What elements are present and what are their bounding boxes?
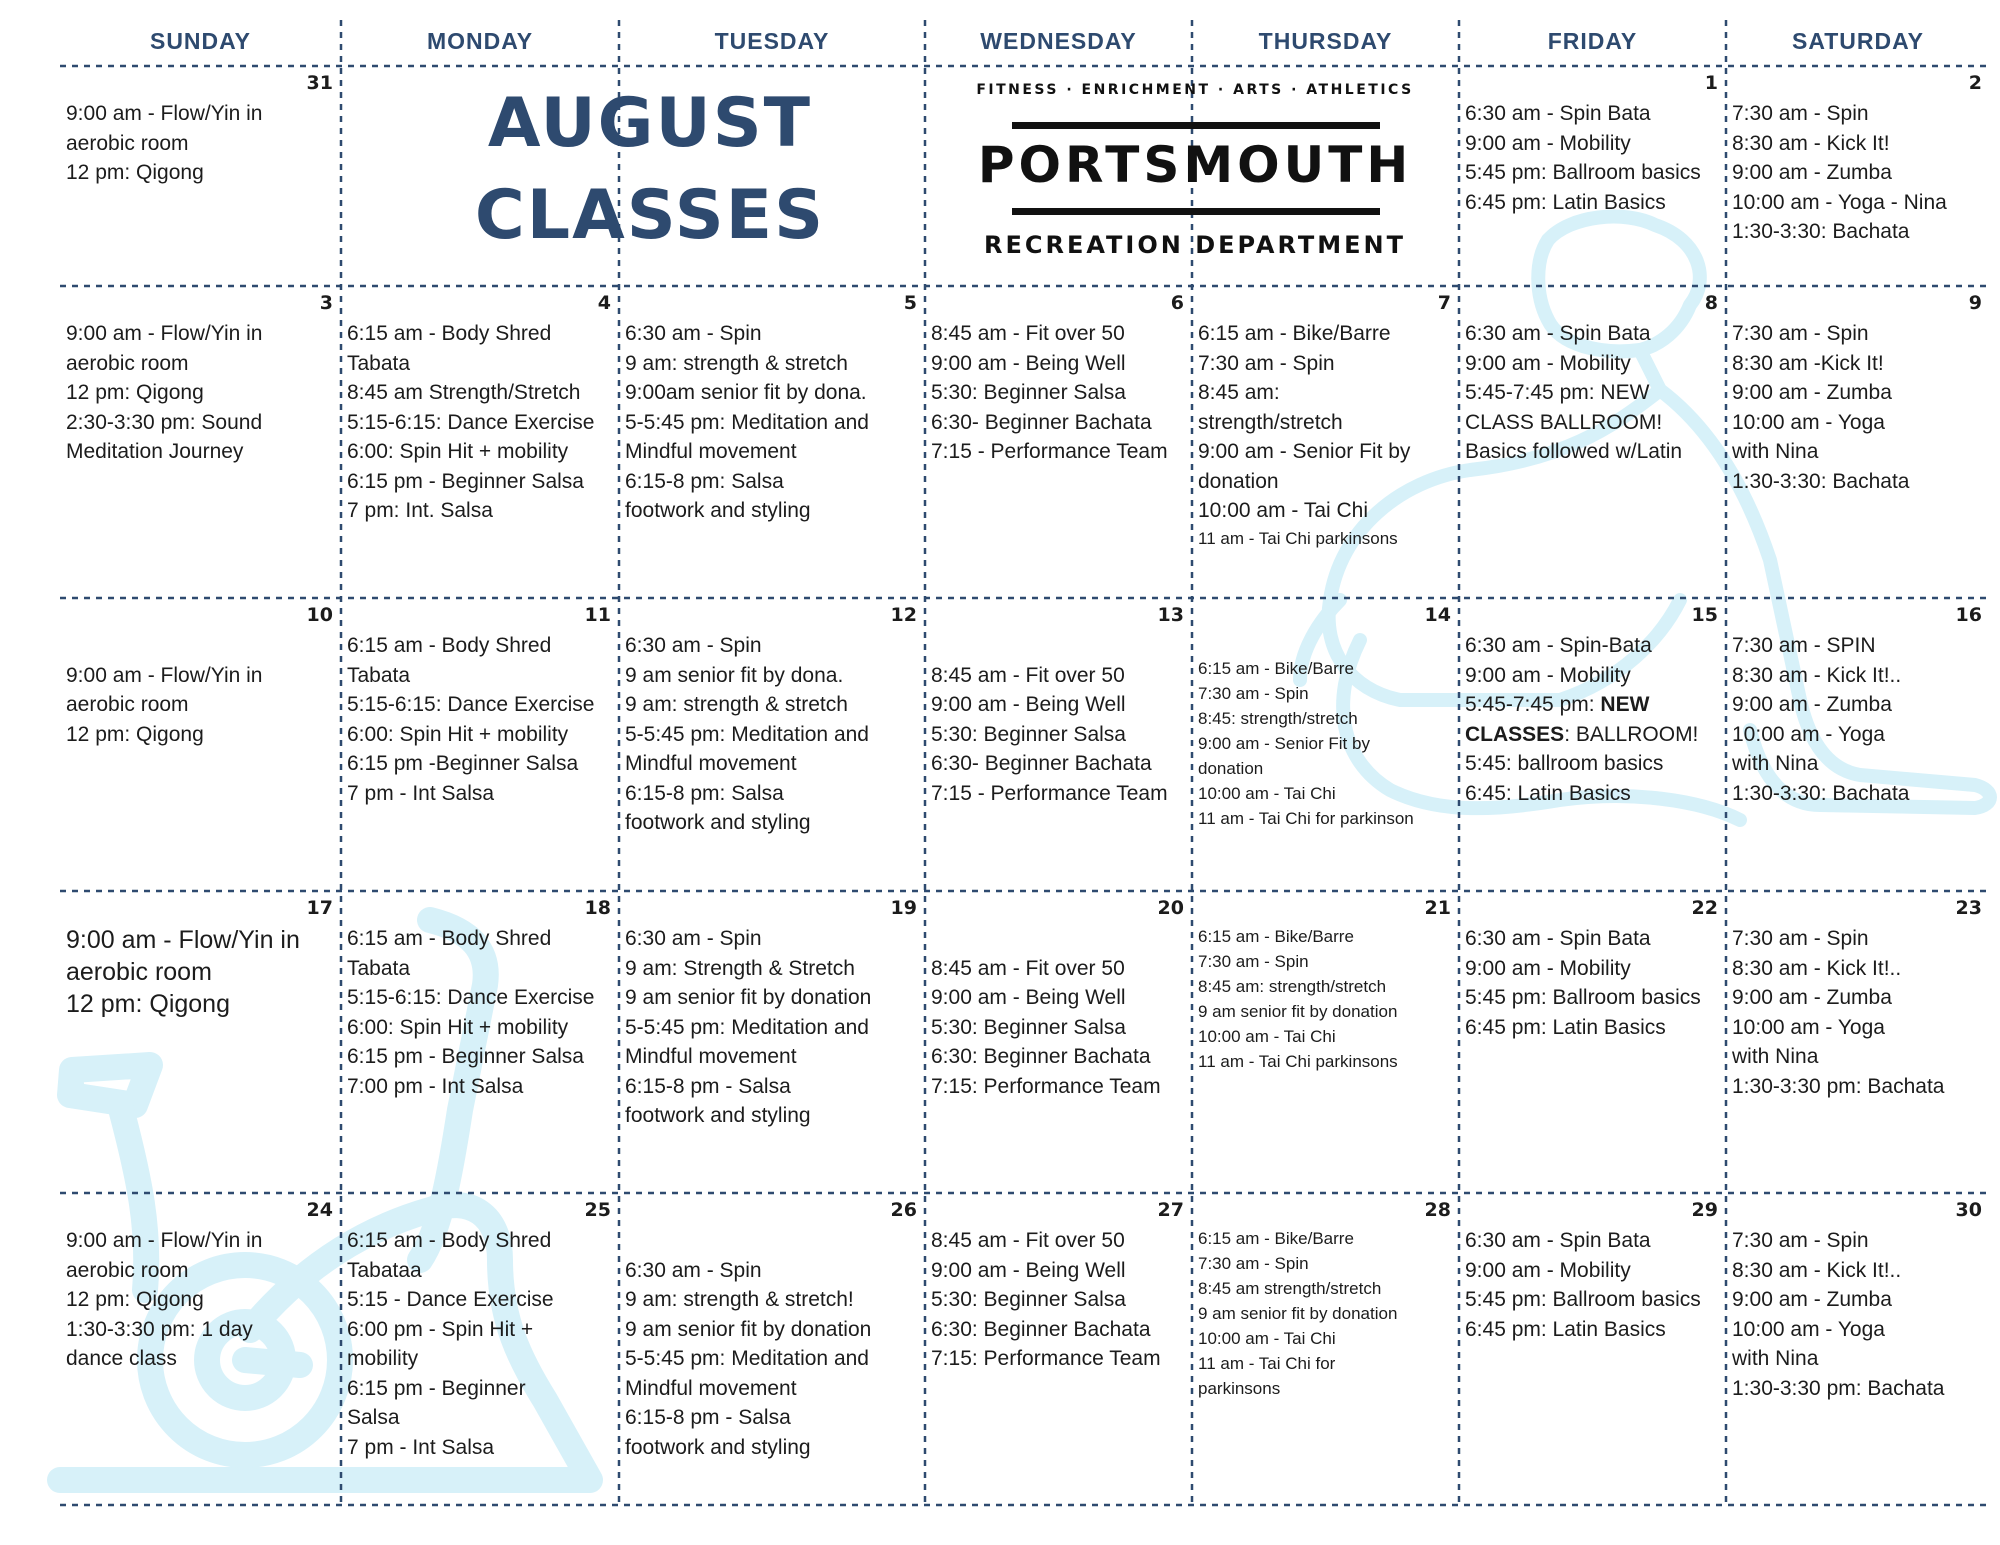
- calendar-day-cell: [925, 286, 1192, 598]
- day-number: 21: [1424, 897, 1451, 919]
- class-entry: Tabata: [347, 956, 411, 980]
- class-entry: 6:00: Spin Hit + mobility: [347, 1015, 569, 1039]
- calendar-day-cell: [60, 891, 341, 1193]
- calendar-day-cell: [1459, 1193, 1726, 1505]
- class-list: [931, 1226, 1186, 1374]
- class-entry: 6:15-8 pm: Salsa: [625, 469, 784, 493]
- calendar-day-cell: [619, 891, 925, 1193]
- class-entry: with Nina: [1732, 1045, 1819, 1068]
- class-entry: 1:30-3:30: Bachata: [1732, 781, 1910, 805]
- class-entry: 11 am - Tai Chi for parkinson: [1198, 809, 1414, 828]
- calendar-day-cell: [1192, 891, 1459, 1193]
- class-entry: 9:00 am - Flow/Yin in: [66, 926, 300, 954]
- class-list: [1465, 924, 1720, 1042]
- calendar-day-cell: [60, 598, 341, 891]
- day-number: 22: [1691, 897, 1718, 919]
- class-entry: 5:45: ballroom basics: [1465, 752, 1664, 775]
- class-entry: 9:00am senior fit by dona.: [625, 381, 867, 404]
- class-entry: 6:00 pm - Spin Hit +: [347, 1317, 534, 1341]
- class-entry: 8:30 am - Kick It!..: [1732, 663, 1902, 687]
- calendar-day-cell: [60, 66, 341, 286]
- day-number: 17: [306, 897, 333, 919]
- day-number: 2: [1968, 72, 1982, 94]
- class-entry: 6:15 am - Body Shred: [347, 927, 552, 950]
- class-entry: Mindful movement: [625, 752, 797, 775]
- class-list: [625, 319, 919, 526]
- class-entry: Tabata: [347, 663, 411, 687]
- class-list: [1198, 319, 1453, 551]
- class-entry: 6:15 am - Body Shred: [347, 1229, 552, 1252]
- calendar-day-cell: [60, 286, 341, 598]
- logo-subtitle: RECREATION DEPARTMENT: [983, 231, 1406, 259]
- class-entry: 6:30 am - Spin Bata: [1465, 102, 1651, 125]
- class-entry: 12 pm: Qigong: [66, 990, 230, 1018]
- class-list: [625, 924, 919, 1131]
- class-list: [66, 631, 335, 749]
- class-entry: 8:30 am - Kick It!..: [1732, 1258, 1902, 1282]
- day-number: 9: [1968, 292, 1982, 314]
- class-entry: 9:00 am - Being Well: [931, 693, 1126, 716]
- class-entry: 8:30 am -Kick It!: [1732, 351, 1884, 375]
- class-entry: mobility: [347, 1347, 419, 1370]
- class-entry: 6:00: Spin Hit + mobility: [347, 440, 569, 463]
- calendar-day-cell: [619, 286, 925, 598]
- class-entry: [66, 631, 335, 661]
- class-entry: 8:45 am Strength/Stretch: [347, 381, 581, 404]
- class-entry: 6:30 am - Spin: [625, 322, 762, 345]
- day-number: 7: [1437, 292, 1451, 314]
- class-list: [625, 631, 919, 838]
- class-list: [1732, 99, 1984, 247]
- class-entry: 5:45 pm: Ballroom basics: [1465, 1288, 1701, 1311]
- class-list: [1732, 631, 1984, 808]
- class-entry: dance class: [66, 1347, 177, 1370]
- logo-name: PORTSMOUTH: [977, 136, 1413, 194]
- class-entry: 6:30 am - Spin Bata: [1465, 927, 1651, 950]
- class-entry: 5:15-6:15: Dance Exercise: [347, 986, 595, 1009]
- class-entry: 6:15-8 pm - Salsa: [625, 1406, 791, 1429]
- class-entry: 11 am - Tai Chi parkinsons: [1198, 1052, 1398, 1071]
- class-entry: aerobic room: [66, 1258, 189, 1282]
- class-entry: Basics followed w/Latin: [1465, 440, 1683, 463]
- class-entry-text: : BALLROOM!: [1564, 722, 1699, 746]
- calendar-day-cell: [619, 1193, 925, 1505]
- class-list: [1465, 1226, 1720, 1344]
- class-entry: 7 pm - Int Salsa: [347, 781, 495, 805]
- class-entry: [931, 631, 1186, 661]
- class-entry: 6:45 pm: Latin Basics: [1465, 190, 1666, 214]
- weekday-saturday: SATURDAY: [1792, 28, 1924, 54]
- class-entry: Salsa: [347, 1406, 400, 1429]
- class-entry: Meditation Journey: [66, 440, 244, 463]
- class-entry: 9 am: strength & stretch: [625, 351, 848, 375]
- classes-highlight: CLASSES: [1465, 722, 1565, 746]
- class-list: [347, 924, 613, 1101]
- day-number: 10: [306, 604, 333, 626]
- class-list: [1732, 924, 1984, 1101]
- title-line-2: CLASSES: [474, 176, 826, 255]
- class-entry: 9:00 am - Zumba: [1732, 986, 1892, 1009]
- day-number: 29: [1691, 1199, 1718, 1221]
- day-number: 18: [584, 897, 611, 919]
- class-list: [1732, 1226, 1984, 1403]
- class-entry: parkinsons: [1198, 1379, 1281, 1398]
- title-line-1: AUGUST: [487, 84, 813, 163]
- day-number: 20: [1157, 897, 1184, 919]
- class-entry: 7:30 am - Spin: [1732, 927, 1869, 950]
- class-entry: 6:00: Spin Hit + mobility: [347, 722, 569, 746]
- class-entry: Tabata: [347, 351, 411, 375]
- class-list: [931, 631, 1186, 808]
- class-entry: aerobic room: [66, 693, 189, 716]
- class-entry: 6:15 pm - Beginner Salsa: [347, 469, 584, 493]
- day-number: 13: [1157, 604, 1184, 626]
- calendar-day-cell: [1459, 286, 1726, 598]
- class-entry: 10:00 am - Tai Chi: [1198, 1329, 1336, 1348]
- calendar-day-cell: [341, 598, 619, 891]
- class-entry: 11 am - Tai Chi parkinsons: [1198, 528, 1398, 548]
- class-entry: 1:30-3:30: Bachata: [1732, 220, 1910, 243]
- calendar-day-cell: [925, 891, 1192, 1193]
- weekday-sunday: SUNDAY: [149, 28, 251, 54]
- class-entry: 5:15 - Dance Exercise: [347, 1288, 554, 1311]
- class-entry: 6:15 am - Bike/Barre: [1198, 927, 1354, 946]
- day-number: 12: [890, 604, 917, 626]
- class-entry: 12 pm: Qigong: [66, 1288, 204, 1311]
- class-entry: 9:00 am - Mobility: [1465, 663, 1631, 687]
- day-number: 16: [1955, 604, 1982, 626]
- class-entry: 9 am: strength & stretch: [625, 693, 848, 716]
- class-entry: 11 am - Tai Chi for: [1198, 1354, 1336, 1373]
- class-entry: 6:30 am - Spin-Bata: [1465, 634, 1652, 657]
- class-entry: 6:30- Beginner Bachata: [931, 752, 1152, 775]
- class-list: [1465, 99, 1720, 217]
- class-entry: 5:30: Beginner Salsa: [931, 1288, 1126, 1311]
- class-entry: 6:45: Latin Basics: [1465, 781, 1631, 805]
- class-entry: 8:45 am - Fit over 50: [931, 956, 1125, 980]
- class-list: [66, 924, 335, 1020]
- class-list: [1198, 924, 1453, 1074]
- class-entry: 1:30-3:30 pm: Bachata: [1732, 1376, 1945, 1400]
- class-entry: with Nina: [1732, 1347, 1819, 1370]
- class-entry: 8:45 am strength/stretch: [1198, 1279, 1382, 1298]
- calendar-day-cell: [1726, 66, 1990, 286]
- class-entry: donation: [1198, 469, 1279, 493]
- class-entry: aerobic room: [66, 958, 212, 986]
- day-number: 14: [1424, 604, 1451, 626]
- day-number: 23: [1955, 897, 1982, 919]
- class-entry: 8:45 am:: [1198, 381, 1280, 404]
- class-entry: 6:15 am - Bike/Barre: [1198, 1229, 1354, 1248]
- class-entry: 9:00 am - Zumba: [1732, 1288, 1892, 1311]
- class-entry: 9:00 am - Zumba: [1732, 381, 1892, 404]
- class-entry: 6:45 pm: Latin Basics: [1465, 1015, 1666, 1039]
- class-entry: 7:00 pm - Int Salsa: [347, 1074, 524, 1098]
- class-list: [347, 319, 613, 526]
- class-entry: [1465, 690, 1720, 720]
- class-entry: 6:15 pm - Beginner Salsa: [347, 1045, 584, 1068]
- class-list: [1465, 319, 1720, 467]
- class-entry: 6:30- Beginner Bachata: [931, 410, 1152, 434]
- class-entry: footwork and styling: [625, 811, 811, 834]
- calendar-day-cell: [1726, 1193, 1990, 1505]
- class-entry: [625, 1226, 919, 1256]
- class-entry: 7:30 am - Spin: [1732, 1229, 1869, 1252]
- class-entry: 7 pm: Int. Salsa: [347, 499, 493, 522]
- class-entry: 7:30 am - Spin: [1198, 1254, 1309, 1273]
- class-entry: 10:00 am - Tai Chi: [1198, 784, 1336, 803]
- class-list: [347, 631, 613, 808]
- weekday-thursday: THURSDAY: [1258, 28, 1393, 54]
- class-entry: 5:45 pm: Ballroom basics: [1465, 986, 1701, 1009]
- class-entry: 8:30 am - Kick It!: [1732, 131, 1890, 155]
- class-entry: 5:45 pm: Ballroom basics: [1465, 161, 1701, 184]
- class-list: [347, 1226, 613, 1462]
- class-entry: 6:15 am - Bike/Barre: [1198, 659, 1354, 678]
- weekday-wednesday: WEDNESDAY: [980, 28, 1137, 54]
- class-entry: Mindful movement: [625, 1045, 797, 1068]
- class-entry: 8:45 am - Fit over 50: [931, 322, 1125, 345]
- class-entry: 5:45-7:45 pm: NEW: [1465, 381, 1650, 404]
- calendar-day-cell: [341, 1193, 619, 1505]
- day-number: 5: [903, 292, 917, 314]
- calendar-day-cell: [1726, 286, 1990, 598]
- class-entry: 12 pm: Qigong: [66, 161, 204, 184]
- class-entry: 6:15 pm -Beginner Salsa: [347, 752, 579, 775]
- logo-tagline: FITNESS · ENRICHMENT · ARTS · ATHLETICS: [976, 82, 1414, 98]
- new-highlight: NEW: [1600, 693, 1650, 716]
- class-entry: 8:45 am - Fit over 50: [931, 1229, 1125, 1252]
- class-entry: strength/stretch: [1198, 410, 1343, 434]
- weekday-friday: FRIDAY: [1547, 28, 1638, 54]
- class-entry: footwork and styling: [625, 499, 811, 522]
- class-entry: 8:30 am - Kick It!..: [1732, 956, 1902, 980]
- class-entry: 9 am: Strength & Stretch: [625, 956, 855, 980]
- day-number: 30: [1955, 1199, 1982, 1221]
- calendar-day-cell: [341, 286, 619, 598]
- class-entry: 9 am senior fit by donation: [1198, 1002, 1398, 1021]
- class-entry: 6:15 pm - Beginner: [347, 1376, 526, 1400]
- class-entry: 9:00 am - Being Well: [931, 1258, 1126, 1282]
- calendar-day-cell: [341, 891, 619, 1193]
- class-entry-text: 5:45-7:45 pm:: [1465, 693, 1601, 716]
- class-entry: 7 pm - Int Salsa: [347, 1435, 495, 1459]
- day-number: 25: [584, 1199, 611, 1221]
- calendar-day-cell: [60, 1193, 341, 1505]
- class-list: [1198, 1226, 1453, 1401]
- day-number: 26: [890, 1199, 917, 1221]
- day-number: 24: [306, 1199, 333, 1221]
- class-list: [66, 1226, 335, 1374]
- class-list: [1732, 319, 1984, 496]
- class-entry: 9:00 am - Flow/Yin in: [66, 1229, 263, 1252]
- class-entry: 10:00 am - Yoga: [1732, 1015, 1885, 1039]
- class-entry: 6:15 am - Body Shred: [347, 634, 552, 657]
- class-entry: 5-5:45 pm: Meditation and: [625, 1347, 869, 1370]
- class-entry: footwork and styling: [625, 1435, 811, 1459]
- class-entry: 7:30 am - Spin: [1198, 351, 1335, 375]
- calendar-day-cell: [925, 598, 1192, 891]
- class-entry: 5-5:45 pm: Meditation and: [625, 722, 869, 746]
- day-number: 27: [1157, 1199, 1184, 1221]
- class-entry: 9:00 am - Flow/Yin in: [66, 663, 263, 687]
- class-entry: with Nina: [1732, 752, 1819, 775]
- calendar-day-cell: [1726, 891, 1990, 1193]
- class-entry: 9 am: strength & stretch!: [625, 1288, 854, 1311]
- class-list: [66, 99, 335, 188]
- class-entry: 6:30 am - Spin: [625, 927, 762, 950]
- class-entry: 6:30: Beginner Bachata: [931, 1045, 1151, 1068]
- day-number: 31: [306, 72, 333, 94]
- class-entry: aerobic room: [66, 131, 189, 155]
- calendar-day-cell: [1192, 1193, 1459, 1505]
- class-entry: 9:00 am - Flow/Yin in: [66, 102, 263, 125]
- calendar-day-cell: [1459, 598, 1726, 891]
- class-entry: 6:30 am - Spin Bata: [1465, 322, 1651, 345]
- class-entry: Mindful movement: [625, 1376, 797, 1400]
- class-entry: 5:15-6:15: Dance Exercise: [347, 693, 595, 716]
- class-entry: 9:00 am - Zumba: [1732, 161, 1892, 184]
- calendar-day-cell: [925, 1193, 1192, 1505]
- class-entry: 9:00 am - Being Well: [931, 351, 1126, 375]
- class-entry: 10:00 am - Yoga: [1732, 410, 1885, 434]
- class-entry: 9:00 am - Senior Fit by: [1198, 440, 1411, 463]
- class-entry: 1:30-3:30 pm: 1 day: [66, 1317, 253, 1341]
- class-entry: 9 am senior fit by donation: [625, 1317, 872, 1341]
- day-number: 6: [1170, 292, 1184, 314]
- class-entry: Tabataa: [347, 1258, 422, 1282]
- class-entry: 6:15 am - Body Shred: [347, 322, 552, 345]
- class-entry: 9:00 am - Mobility: [1465, 351, 1631, 375]
- day-number: 8: [1704, 292, 1718, 314]
- class-entry: CLASS BALLROOM!: [1465, 410, 1663, 434]
- class-entry: 9:00 am - Mobility: [1465, 131, 1631, 155]
- class-entry: 6:15-8 pm - Salsa: [625, 1074, 791, 1098]
- class-list: [625, 1226, 919, 1462]
- class-entry: 9 am senior fit by donation: [625, 986, 872, 1009]
- class-entry: 9:00 am - Mobility: [1465, 1258, 1631, 1282]
- class-entry: 6:30: Beginner Bachata: [931, 1317, 1151, 1341]
- class-entry: 9:00 am - Senior Fit by: [1198, 734, 1370, 753]
- class-entry: 6:45 pm: Latin Basics: [1465, 1317, 1666, 1341]
- class-entry: Mindful movement: [625, 440, 797, 463]
- class-entry: 7:15 - Performance Team: [931, 781, 1168, 805]
- class-entry: 9:00 am - Zumba: [1732, 693, 1892, 716]
- class-entry: 1:30-3:30 pm: Bachata: [1732, 1074, 1945, 1098]
- weekday-tuesday: TUESDAY: [714, 28, 830, 54]
- day-number: 1: [1704, 72, 1718, 94]
- class-entry: 7:30 am - Spin: [1732, 102, 1869, 125]
- class-entry: aerobic room: [66, 351, 189, 375]
- class-entry: 6:30 am - Spin Bata: [1465, 1229, 1651, 1252]
- class-entry: 6:30 am - Spin: [625, 1258, 762, 1282]
- class-list: [66, 319, 335, 467]
- class-entry: 8:45 am: strength/stretch: [1198, 977, 1387, 996]
- class-list: [1465, 631, 1720, 808]
- class-list: [931, 924, 1186, 1101]
- class-entry: 6:15-8 pm: Salsa: [625, 781, 784, 805]
- weekday-monday: MONDAY: [426, 28, 534, 54]
- day-number: 4: [597, 292, 611, 314]
- class-entry: 5:30: Beginner Salsa: [931, 381, 1126, 404]
- class-entry: 5-5:45 pm: Meditation and: [625, 1015, 869, 1039]
- class-entry: 7:30 am - Spin: [1198, 684, 1309, 703]
- class-entry: 10:00 am - Yoga - Nina: [1732, 190, 1947, 214]
- class-entry: 10:00 am - Yoga: [1732, 1317, 1885, 1341]
- day-number: 11: [584, 604, 611, 626]
- calendar-day-cell: [1459, 891, 1726, 1193]
- class-list: [1198, 631, 1453, 831]
- day-number: 15: [1691, 604, 1718, 626]
- class-entry: 12 pm: Qigong: [66, 381, 204, 404]
- class-entry: 5:30: Beginner Salsa: [931, 722, 1126, 746]
- calendar-day-cell: [619, 598, 925, 891]
- class-entry: 1:30-3:30: Bachata: [1732, 469, 1910, 493]
- class-entry: 8:45 am - Fit over 50: [931, 663, 1125, 687]
- class-entry: 2:30-3:30 pm: Sound: [66, 410, 263, 434]
- class-entry: 10:00 am - Tai Chi: [1198, 499, 1369, 522]
- class-entry: [931, 924, 1186, 954]
- class-entry: [1465, 720, 1720, 750]
- calendar-day-cell: [1192, 598, 1459, 891]
- day-number: 3: [319, 292, 333, 314]
- calendar-day-cell: [1459, 66, 1726, 286]
- calendar-day-cell: [1192, 286, 1459, 598]
- class-entry: footwork and styling: [625, 1104, 811, 1127]
- class-entry: 7:15: Performance Team: [931, 1074, 1161, 1098]
- class-entry: 7:15: Performance Team: [931, 1347, 1161, 1370]
- class-entry: 7:15 - Performance Team: [931, 440, 1168, 463]
- class-entry: 10:00 am - Yoga: [1732, 722, 1885, 746]
- class-entry: 6:30 am - Spin: [625, 634, 762, 657]
- class-entry: 5-5:45 pm: Meditation and: [625, 410, 869, 434]
- class-entry: 12 pm: Qigong: [66, 722, 204, 746]
- class-entry: 9:00 am - Mobility: [1465, 956, 1631, 980]
- class-entry: 9:00 am - Flow/Yin in: [66, 322, 263, 345]
- calendar-day-cell: [1726, 598, 1990, 891]
- class-entry: 7:30 am - Spin: [1198, 952, 1309, 971]
- class-entry: with Nina: [1732, 440, 1819, 463]
- class-entry: 9:00 am - Being Well: [931, 986, 1126, 1009]
- day-number: 19: [890, 897, 917, 919]
- class-entry: 6:15 am - Bike/Barre: [1198, 322, 1391, 345]
- class-entry: donation: [1198, 759, 1264, 778]
- class-list: [931, 319, 1186, 467]
- class-entry: 5:15-6:15: Dance Exercise: [347, 410, 595, 434]
- class-entry: 9 am senior fit by dona.: [625, 663, 844, 687]
- class-entry: 10:00 am - Tai Chi: [1198, 1027, 1336, 1046]
- day-number: 28: [1424, 1199, 1451, 1221]
- class-entry: [1198, 631, 1453, 656]
- class-entry: 9 am senior fit by donation: [1198, 1304, 1398, 1323]
- class-entry: 7:30 am - Spin: [1732, 322, 1869, 345]
- class-entry: 8:45: strength/stretch: [1198, 709, 1358, 728]
- class-entry: 5:30: Beginner Salsa: [931, 1015, 1126, 1039]
- class-entry: 7:30 am - SPIN: [1732, 634, 1876, 657]
